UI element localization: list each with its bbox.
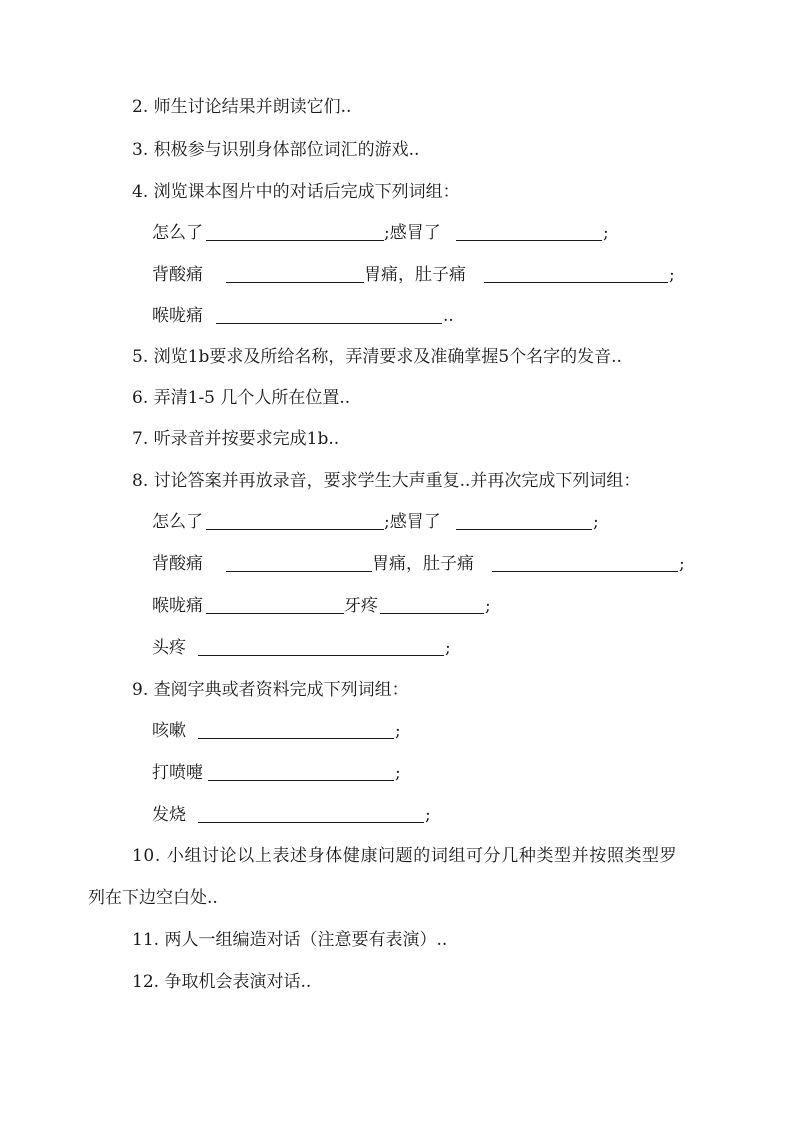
- blank-whats-wrong[interactable]: [206, 529, 384, 530]
- semicolon: ;: [425, 805, 431, 825]
- period: ..: [443, 306, 454, 326]
- item-3: 3. 积极参与识别身体部位词汇的游戏..: [132, 140, 420, 160]
- item-12: 12. 争取机会表演对话..: [132, 972, 312, 992]
- blank-sneeze[interactable]: [208, 780, 394, 781]
- blank-backache[interactable]: [226, 282, 364, 283]
- term-cold: ;感冒了: [384, 223, 441, 243]
- term-sore-throat: 喉咙痛: [152, 306, 203, 326]
- item-9: 9. 查阅字典或者资料完成下列词组：: [132, 680, 409, 700]
- blank-stomachache[interactable]: [492, 571, 678, 572]
- semicolon: ;: [603, 223, 609, 243]
- term-whats-wrong: 怎么了: [152, 512, 203, 532]
- term-cough: 咳嗽: [152, 721, 186, 741]
- term-fever: 发烧: [152, 805, 186, 825]
- item-4: 4. 浏览课本图片中的对话后完成下列词组：: [132, 182, 460, 202]
- blank-whats-wrong[interactable]: [206, 240, 384, 241]
- blank-cold[interactable]: [456, 529, 592, 530]
- term-toothache: 牙疼: [344, 596, 378, 616]
- semicolon: ;: [445, 638, 451, 658]
- item-7: 7. 听录音并按要求完成1b..: [132, 429, 340, 449]
- blank-backache[interactable]: [226, 571, 372, 572]
- term-stomachache: 胃痛，肚子痛: [364, 265, 466, 285]
- term-sneeze: 打喷嚏: [152, 763, 203, 783]
- blank-cough[interactable]: [198, 738, 394, 739]
- term-sore-throat: 喉咙痛: [152, 596, 203, 616]
- semicolon: ;: [395, 763, 401, 783]
- blank-fever[interactable]: [198, 822, 424, 823]
- item-5: 5. 浏览1b要求及所给名称，弄清要求及准确掌握5个名字的发音..: [132, 347, 622, 367]
- term-backache: 背酸痛: [152, 265, 203, 285]
- item-10-line1: 10. 小组讨论以上表述身体健康问题的词组可分几种类型并按照类型罗: [132, 846, 678, 866]
- term-backache: 背酸痛: [152, 554, 203, 574]
- blank-sore-throat[interactable]: [206, 613, 344, 614]
- term-stomachache: 胃痛，肚子痛: [372, 554, 474, 574]
- item-2: 2. 师生讨论结果并朗读它们..: [132, 97, 352, 117]
- blank-sore-throat[interactable]: [216, 323, 442, 324]
- semicolon: ;: [679, 554, 685, 574]
- semicolon: ;: [485, 596, 491, 616]
- term-headache: 头疼: [152, 638, 186, 658]
- blank-headache[interactable]: [198, 655, 444, 656]
- semicolon: ;: [669, 265, 675, 285]
- item-6: 6. 弄清1-5 几个人所在位置..: [132, 388, 351, 408]
- blank-cold[interactable]: [456, 240, 602, 241]
- item-11: 11. 两人一组编造对话（注意要有表演）..: [132, 930, 448, 950]
- item-10-line2: 列在下边空白处..: [88, 888, 218, 908]
- semicolon: ;: [593, 512, 599, 532]
- blank-stomachache[interactable]: [484, 282, 668, 283]
- term-cold: ;感冒了: [384, 512, 441, 532]
- item-8: 8. 讨论答案并再放录音，要求学生大声重复..并再次完成下列词组：: [132, 471, 641, 491]
- semicolon: ;: [395, 721, 401, 741]
- blank-toothache[interactable]: [380, 613, 484, 614]
- term-whats-wrong: 怎么了: [152, 223, 203, 243]
